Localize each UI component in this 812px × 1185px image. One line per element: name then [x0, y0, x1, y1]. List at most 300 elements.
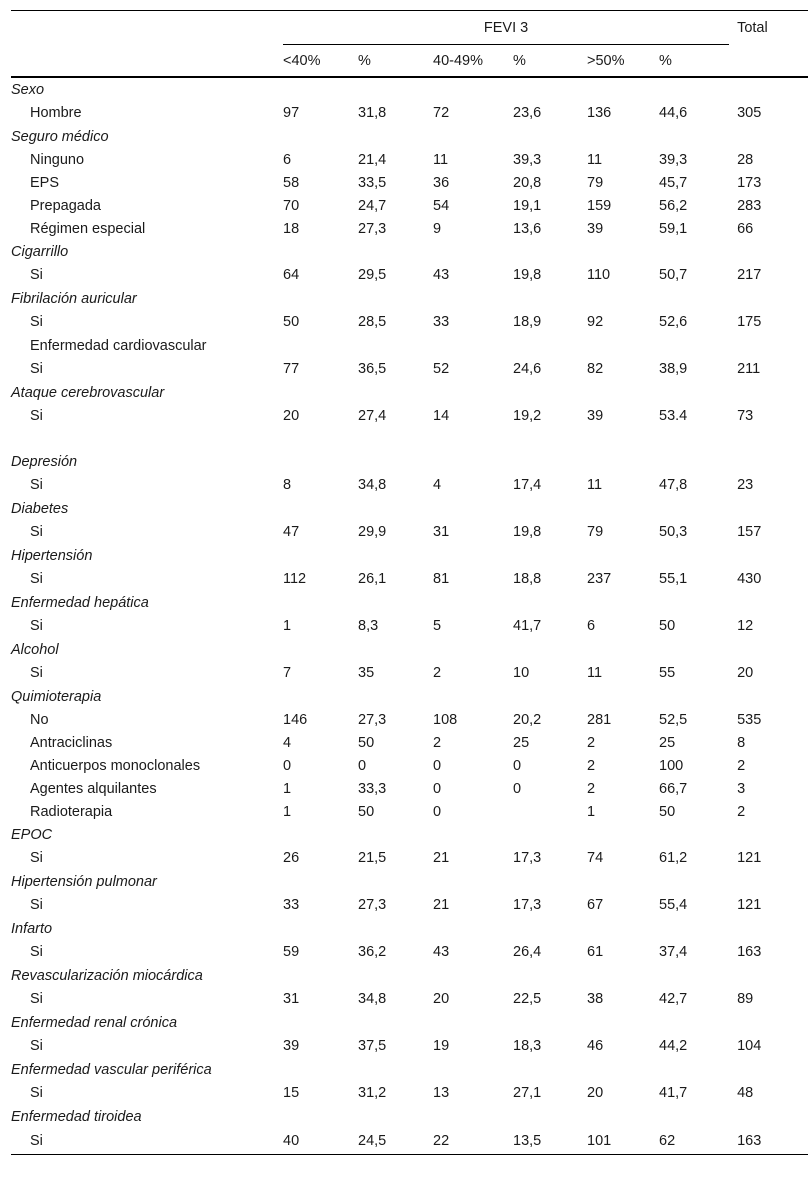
category-label: Diabetes [11, 500, 69, 517]
cell-r40-49: 33 [433, 314, 450, 330]
cell-pct2: 27,1 [513, 1085, 542, 1101]
cell-r40-49: 2 [433, 665, 442, 681]
cell-total: 121 [737, 850, 762, 866]
spacer-cell [433, 428, 513, 450]
cell-pct1 [358, 544, 433, 567]
spacer-row [11, 428, 808, 450]
cell-pct1 [358, 287, 433, 310]
cell-total [729, 334, 808, 357]
cell-lt40: 40 [283, 1128, 358, 1155]
cell-total [729, 1058, 808, 1081]
cell-pct3: 62 [659, 1128, 729, 1155]
cell-pct2: 41,7 [513, 618, 542, 634]
cell-pct3: 55,4 [659, 897, 688, 913]
table-row [11, 987, 808, 1011]
cell-pct2 [513, 685, 587, 708]
cell-gt50 [587, 870, 659, 893]
cell-r40-49 [433, 1011, 513, 1034]
cell-pct1 [358, 240, 433, 263]
cell-total [729, 685, 808, 708]
cell-pct1: 0 [358, 757, 367, 774]
cell-total: 104 [737, 1038, 762, 1054]
cell-gt50: 1 [587, 803, 596, 820]
row-label: Si [30, 897, 43, 913]
cell-total: 163 [729, 1128, 808, 1155]
cell-pct3: 53.4 [659, 408, 688, 424]
cell-gt50: 110 [587, 267, 611, 283]
category-row [11, 497, 808, 520]
category-label: Depresión [11, 453, 78, 470]
cell-pct3 [659, 1058, 729, 1081]
cell-lt40: 64 [283, 267, 300, 283]
cell-r40-49 [433, 591, 513, 614]
cell-gt50 [587, 544, 659, 567]
col-header-pct-3: % [659, 52, 672, 69]
cell-r40-49: 108 [433, 711, 458, 728]
cell-r40-49: 14 [433, 408, 450, 424]
cell-r40-49: 72 [433, 105, 450, 121]
cell-pct2: 18,8 [513, 571, 542, 587]
cell-pct3: 38,9 [659, 361, 688, 377]
cell-lt40 [283, 823, 358, 846]
cell-total: 8 [737, 734, 746, 751]
cell-pct2: 19,1 [513, 197, 542, 214]
cell-r40-49: 36 [433, 174, 450, 191]
cell-pct2: 20,2 [513, 711, 542, 728]
cell-pct3: 37,4 [659, 944, 688, 960]
cell-pct3: 56,2 [659, 197, 688, 214]
row-label: Si [30, 477, 43, 493]
cell-gt50 [587, 823, 659, 846]
cell-pct1: 50 [358, 734, 375, 751]
cell-pct2 [513, 1058, 587, 1081]
row-label: Si [30, 1085, 43, 1101]
col-header-pct-2: % [513, 52, 526, 69]
cell-pct1 [358, 823, 433, 846]
cell-gt50: 101 [587, 1128, 659, 1155]
row-label: Si [30, 665, 43, 681]
cell-lt40 [283, 287, 358, 310]
cell-pct1: 29,9 [358, 524, 387, 540]
cell-pct3: 52,6 [659, 314, 688, 330]
cell-pct1: 21,4 [358, 151, 387, 168]
cell-pct2: 10 [513, 665, 530, 681]
cell-lt40: 4 [283, 734, 292, 751]
cell-pct3 [659, 77, 729, 101]
category-label: Seguro médico [11, 128, 109, 145]
cell-r40-49: 22 [433, 1128, 513, 1155]
cell-pct2 [513, 823, 587, 846]
cell-pct3: 47,8 [659, 477, 688, 493]
cell-pct3 [659, 544, 729, 567]
cell-gt50 [587, 638, 659, 661]
cell-r40-49 [433, 1105, 513, 1128]
cell-total: 12 [737, 618, 754, 634]
cell-r40-49 [433, 685, 513, 708]
cell-r40-49 [433, 917, 513, 940]
row-label: No [30, 711, 49, 728]
cell-pct3 [659, 591, 729, 614]
cell-pct3 [659, 334, 729, 357]
header-empty-cell [11, 11, 283, 78]
cell-total: 157 [737, 524, 762, 540]
spacer-cell [659, 428, 729, 450]
row-label: Antraciclinas [30, 734, 113, 751]
cell-pct1: 26,1 [358, 571, 387, 587]
cell-pct2: 13,5 [513, 1128, 587, 1155]
cell-gt50 [587, 1011, 659, 1034]
cell-pct2 [513, 125, 587, 148]
cell-lt40 [283, 450, 358, 473]
cell-pct1 [358, 334, 433, 357]
table-row [11, 404, 808, 428]
cell-pct2: 13,6 [513, 220, 542, 237]
cell-lt40 [283, 1011, 358, 1034]
cell-total: 89 [737, 991, 754, 1007]
cell-r40-49: 54 [433, 197, 450, 214]
cell-pct1: 50 [358, 803, 375, 820]
cell-r40-49: 2 [433, 734, 442, 751]
cell-gt50 [587, 240, 659, 263]
category-row [11, 870, 808, 893]
category-label: Hipertensión [11, 547, 93, 564]
cell-gt50: 38 [587, 991, 604, 1007]
category-row [11, 1011, 808, 1034]
cell-pct2 [513, 964, 587, 987]
cell-gt50: 281 [587, 711, 612, 728]
cell-pct1 [358, 381, 433, 404]
cell-pct2: 17,3 [513, 850, 542, 866]
cell-lt40: 15 [283, 1085, 300, 1101]
cell-pct1 [358, 591, 433, 614]
row-label: Si [30, 408, 43, 424]
cell-total: 66 [737, 220, 754, 237]
row-label: EPS [30, 174, 60, 191]
cell-lt40 [283, 240, 358, 263]
cell-total: 2 [737, 803, 746, 820]
cell-lt40 [283, 544, 358, 567]
row-label: Si [11, 1128, 283, 1155]
cell-gt50 [587, 591, 659, 614]
cell-r40-49 [433, 125, 513, 148]
total-header: Total [737, 20, 768, 36]
cell-total: 121 [737, 897, 762, 913]
table-row [11, 473, 808, 497]
cell-lt40: 50 [283, 314, 300, 330]
cell-pct3: 39,3 [659, 151, 688, 168]
row-label: Si [30, 1038, 43, 1054]
category-row [11, 544, 808, 567]
cell-lt40: 58 [283, 174, 300, 191]
cell-lt40: 77 [283, 361, 300, 377]
cell-total: 535 [737, 711, 762, 728]
fevi-table [11, 10, 808, 1155]
row-label: Si [30, 267, 43, 283]
category-label: Enfermedad vascular periférica [11, 1061, 212, 1078]
col-header-lt40: <40% [283, 52, 321, 69]
cell-pct3: 50,3 [659, 524, 688, 540]
cell-pct3: 52,5 [659, 711, 688, 728]
spacer-cell [283, 428, 358, 450]
cell-pct1: 8,3 [358, 618, 379, 634]
table-row [11, 101, 808, 125]
cell-gt50: 67 [587, 897, 604, 913]
cell-r40-49 [433, 823, 513, 846]
spacer-cell [587, 428, 659, 450]
cell-lt40: 33 [283, 897, 300, 913]
cell-gt50: 39 [587, 220, 604, 237]
cell-total: 305 [737, 105, 762, 121]
cell-gt50: 11 [587, 665, 603, 681]
cell-lt40 [283, 77, 358, 101]
cell-r40-49: 13 [433, 1085, 450, 1101]
cell-lt40: 1 [283, 618, 292, 634]
row-label: Si [30, 850, 43, 866]
cell-r40-49: 31 [433, 524, 450, 540]
category-row [11, 1058, 808, 1081]
cell-pct2: 26,4 [513, 944, 542, 960]
table-row [11, 1034, 808, 1058]
category-row [11, 964, 808, 987]
category-label: Ataque cerebrovascular [11, 384, 165, 401]
cell-pct3 [659, 381, 729, 404]
cell-r40-49 [433, 381, 513, 404]
cell-gt50: 82 [587, 361, 604, 377]
cell-r40-49: 43 [433, 267, 450, 283]
cell-r40-49: 5 [433, 618, 442, 634]
table-row [11, 520, 808, 544]
cell-pct1: 31,2 [358, 1085, 387, 1101]
cell-gt50: 2 [587, 780, 596, 797]
table-row [11, 777, 808, 800]
category-label: Sexo [11, 81, 45, 98]
category-row [11, 77, 808, 101]
cell-gt50 [587, 964, 659, 987]
cell-total: 217 [737, 267, 762, 283]
table-row [11, 708, 808, 731]
header-row-1 [11, 11, 808, 45]
cell-pct1: 27,3 [358, 711, 387, 728]
cell-pct2 [513, 381, 587, 404]
cell-lt40 [283, 964, 358, 987]
cell-lt40: 31 [283, 991, 300, 1007]
cell-pct1: 34,8 [358, 477, 387, 493]
cell-r40-49: 4 [433, 477, 442, 493]
cell-pct1 [358, 125, 433, 148]
table-row [11, 1081, 808, 1105]
cell-pct3: 44,2 [659, 1038, 688, 1054]
cell-pct2 [513, 1105, 587, 1128]
cell-r40-49 [433, 77, 513, 101]
table-body [11, 77, 808, 1155]
cell-pct3 [659, 497, 729, 520]
cell-pct1: 31,8 [358, 105, 387, 121]
category-label: Fibrilación auricular [11, 290, 137, 307]
cell-r40-49: 20 [433, 991, 450, 1007]
cell-pct1: 29,5 [358, 267, 387, 283]
cell-total [729, 870, 808, 893]
cell-lt40: 20 [283, 408, 300, 424]
table-row [11, 217, 808, 240]
cell-pct3 [659, 685, 729, 708]
cell-gt50: 11 [587, 477, 603, 493]
spacer-cell [513, 428, 587, 450]
cell-pct3: 100 [659, 757, 684, 774]
row-label: Si [30, 944, 43, 960]
table-row [11, 148, 808, 171]
cell-pct2 [513, 77, 587, 101]
cell-lt40: 0 [283, 757, 292, 774]
table-header [11, 11, 808, 78]
cell-pct3: 61,2 [659, 850, 688, 866]
cell-pct2: 19,2 [513, 408, 542, 424]
cell-r40-49 [433, 334, 513, 357]
cell-pct3 [659, 287, 729, 310]
cell-pct1: 24,7 [358, 197, 387, 214]
cell-lt40: 8 [283, 477, 292, 493]
cell-pct1 [358, 1011, 433, 1034]
cell-gt50: 11 [587, 151, 603, 168]
cell-r40-49: 43 [433, 944, 450, 960]
cell-lt40: 6 [283, 151, 292, 168]
cell-pct2: 17,4 [513, 477, 542, 493]
category-label: Cigarrillo [11, 243, 69, 260]
category-label: Enfermedad renal crónica [11, 1014, 178, 1031]
category-row [11, 240, 808, 263]
cell-pct2: 39,3 [513, 151, 542, 168]
cell-pct3 [659, 125, 729, 148]
cell-pct3: 59,1 [659, 220, 688, 237]
table-row [11, 263, 808, 287]
row-label: Enfermedad cardiovascular [30, 337, 207, 354]
cell-r40-49: 0 [433, 780, 442, 797]
cell-pct2: 0 [513, 757, 522, 774]
cell-total: 48 [737, 1085, 754, 1101]
cell-pct2: 17,3 [513, 897, 542, 913]
spacer-cell [729, 428, 808, 450]
cell-pct2 [513, 1011, 587, 1034]
cell-lt40 [283, 638, 358, 661]
cell-total: 28 [737, 151, 754, 168]
cell-lt40: 26 [283, 850, 300, 866]
cell-gt50: 92 [587, 314, 604, 330]
cell-total [729, 77, 808, 101]
cell-gt50: 136 [587, 105, 612, 121]
cell-lt40 [283, 1105, 358, 1128]
cell-pct1: 36,2 [358, 944, 387, 960]
cell-total: 430 [737, 571, 762, 587]
cell-gt50: 6 [587, 618, 596, 634]
cell-total: 3 [737, 780, 746, 797]
category-row [11, 450, 808, 473]
cell-r40-49 [433, 240, 513, 263]
cell-total [729, 450, 808, 473]
cell-pct2: 19,8 [513, 267, 542, 283]
cell-pct1 [358, 1105, 433, 1128]
cell-pct3 [659, 1105, 729, 1128]
cell-pct3: 41,7 [659, 1085, 688, 1101]
table-row [11, 731, 808, 754]
cell-r40-49 [433, 497, 513, 520]
cell-pct1 [358, 964, 433, 987]
category-row [11, 591, 808, 614]
cell-total: 23 [737, 477, 754, 493]
cell-pct3 [659, 823, 729, 846]
cell-gt50 [587, 334, 659, 357]
cell-r40-49: 19 [433, 1038, 450, 1054]
cell-total [729, 497, 808, 520]
table-row [11, 567, 808, 591]
cell-lt40 [283, 125, 358, 148]
row-label: Si [30, 571, 43, 587]
category-row [11, 381, 808, 404]
row-label: Si [30, 618, 43, 634]
cell-r40-49 [433, 964, 513, 987]
cell-lt40: 59 [283, 944, 300, 960]
category-row [11, 287, 808, 310]
cell-gt50: 46 [587, 1038, 604, 1054]
cell-pct3: 25 [659, 734, 676, 751]
cell-pct2 [513, 800, 587, 823]
cell-pct1: 33,3 [358, 780, 387, 797]
cell-pct3 [659, 240, 729, 263]
row-label: Radioterapia [30, 803, 113, 820]
category-label: Enfermedad hepática [11, 594, 149, 611]
cell-pct1 [358, 917, 433, 940]
cell-pct1 [358, 450, 433, 473]
category-label: Revascularización miocárdica [11, 967, 203, 984]
cell-lt40: 47 [283, 524, 300, 540]
cell-pct2: 19,8 [513, 524, 542, 540]
cell-gt50 [587, 287, 659, 310]
cell-total [729, 823, 808, 846]
cell-gt50 [587, 1058, 659, 1081]
cell-pct2 [513, 591, 587, 614]
category-row [11, 917, 808, 940]
cell-gt50 [587, 125, 659, 148]
cell-gt50: 20 [587, 1085, 604, 1101]
cell-pct3 [659, 964, 729, 987]
table-row [11, 171, 808, 194]
cell-total [729, 544, 808, 567]
cell-lt40 [283, 870, 358, 893]
cell-r40-49 [433, 450, 513, 473]
cell-pct2 [513, 544, 587, 567]
cell-pct2 [513, 917, 587, 940]
cell-gt50: 237 [587, 571, 612, 587]
cell-pct2 [513, 450, 587, 473]
cell-lt40: 97 [283, 105, 300, 121]
table-row [11, 940, 808, 964]
category-label: Infarto [11, 920, 53, 937]
category-label: Quimioterapia [11, 688, 102, 705]
cell-lt40: 146 [283, 711, 308, 728]
cell-lt40 [283, 497, 358, 520]
cell-total [729, 638, 808, 661]
cell-pct1: 35 [358, 665, 375, 681]
cell-total: 283 [737, 197, 762, 214]
cell-lt40: 112 [283, 571, 307, 587]
category-label: Alcohol [11, 641, 59, 658]
cell-gt50: 79 [587, 524, 604, 540]
cell-r40-49: 21 [433, 850, 450, 866]
cell-total: 211 [737, 361, 761, 377]
cell-pct2 [513, 497, 587, 520]
cell-total [729, 240, 808, 263]
cell-pct1: 27,3 [358, 220, 387, 237]
row-label: Hombre [30, 105, 82, 121]
cell-lt40 [283, 334, 358, 357]
